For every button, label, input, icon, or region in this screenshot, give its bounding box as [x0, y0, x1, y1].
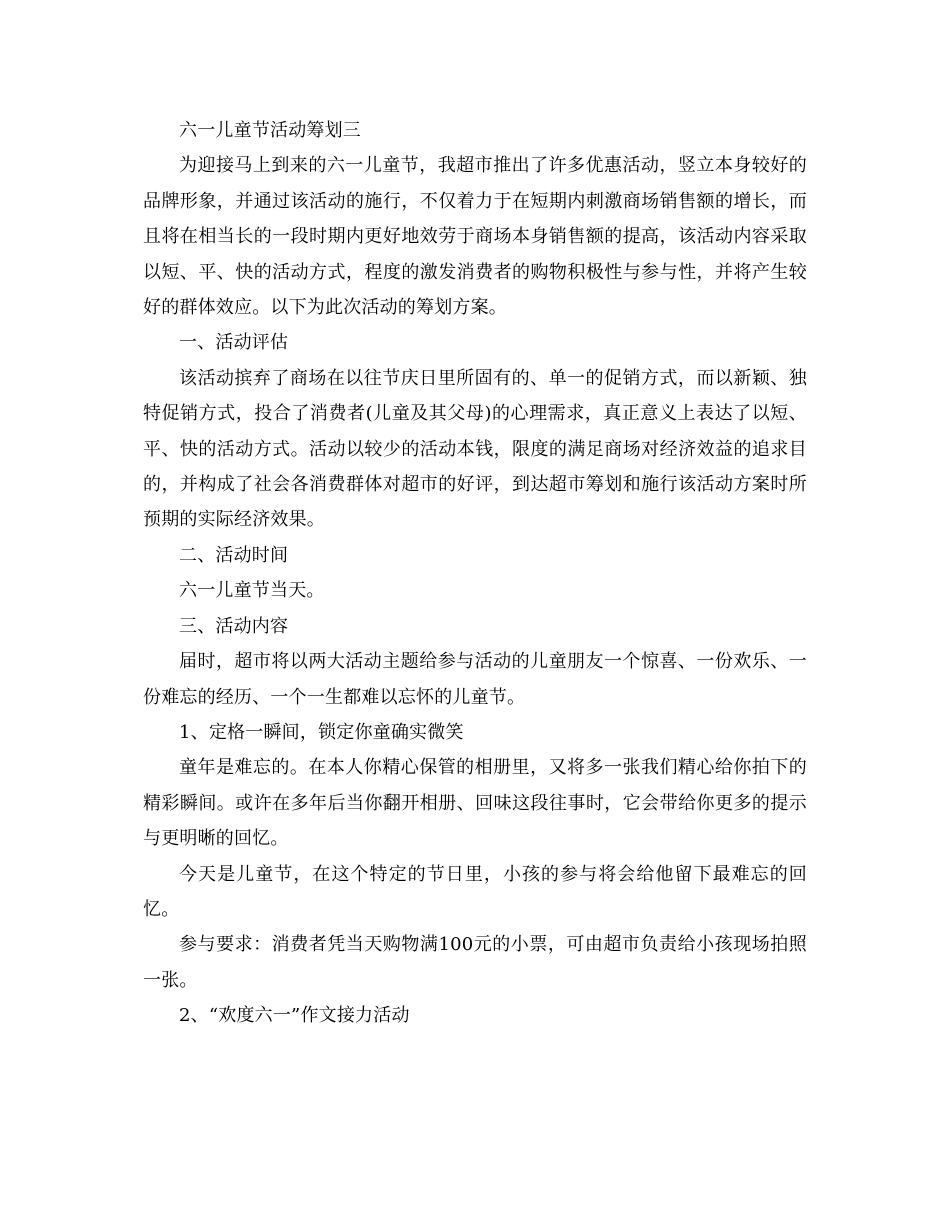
- section-heading-time: 二、活动时间: [179, 544, 289, 566]
- section-heading-content: 三、活动内容: [179, 615, 289, 637]
- evaluation-paragraph: 该活动摈弃了商场在以往节庆日里所固有的、单一的促销方式，而以新颖、独特促销方式，投合了消费者(儿童及其父母)的心理需求，真正意义上表达了以短、平、快的活动方式。活动以较少的活动本钱，限度的满足商场对经济效益的追求目的，并构成了社会各消费群体对超市的好评，到达超市筹划和施行该活动方案时所预期的实际经济效果。: [143, 367, 807, 531]
- content-paragraph: 届时，超市将以两大活动主题给参与活动的儿童朋友一个惊喜、一份欢乐、一份难忘的经历、一个一生都难以忘怀的儿童节。: [143, 651, 807, 708]
- subheading-photo: 1、定格一瞬间，锁定你童确实微笑: [179, 721, 464, 743]
- section-heading-evaluation: 一、活动评估: [179, 332, 289, 354]
- document-page: [143, 113, 807, 1034]
- subheading-essay: 2、“欢度六一”作文接力活动: [179, 1005, 410, 1027]
- requirement-paragraph: 参与要求：消费者凭当天购物满100元的小票，可由超市负责给小孩现场拍照一张。: [143, 934, 807, 991]
- photo-paragraph: 童年是难忘的。在本人你精心保管的相册里，又将多一张我们精心给你拍下的精彩瞬间。或许在多年后当你翻开相册、回味这段往事时，它会带给你更多的提示与更明晰的回忆。: [143, 757, 807, 850]
- childrens-day-paragraph: 今天是儿童节，在这个特定的节日里，小孩的参与将会给他留下最难忘的回忆。: [143, 863, 807, 920]
- time-paragraph: 六一儿童节当天。: [179, 580, 325, 602]
- intro-paragraph: 为迎接马上到来的六一儿童节，我超市推出了许多优惠活动，竖立本身较好的品牌形象，并通过该活动的施行，不仅着力于在短期内刺激商场销售额的增长，而且将在相当长的一段时期内更好地效劳于商场本身销售额的提高，该活动内容采取以短、平、快的活动方式，程度的激发消费者的购物积极性与参与性，并将产生较好的群体效应。以下为此次活动的筹划方案。: [143, 155, 807, 319]
- document-title: 六一儿童节活动筹划三: [179, 120, 361, 141]
